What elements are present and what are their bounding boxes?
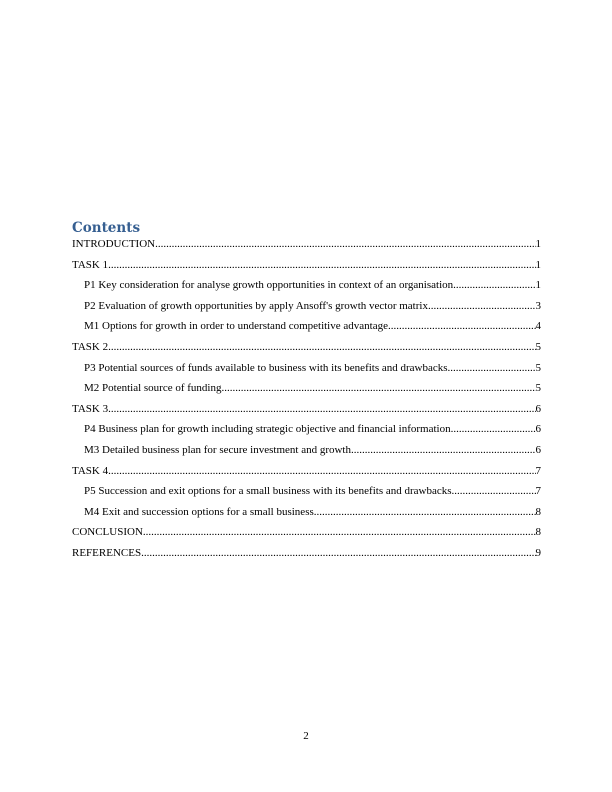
toc-entry-title: REFERENCES xyxy=(72,546,142,559)
toc-entry[interactable] xyxy=(72,465,541,477)
toc-entry[interactable] xyxy=(72,259,541,271)
toc-entry[interactable] xyxy=(72,279,541,291)
toc-entry-page: 5 xyxy=(535,382,541,395)
toc-entry[interactable] xyxy=(72,403,541,415)
table-of-contents xyxy=(72,219,541,568)
toc-dot-leader xyxy=(448,362,536,374)
toc-entry-title: M1 Options for growth in order to understand competitive advantage xyxy=(84,320,388,333)
toc-entry[interactable] xyxy=(72,423,541,435)
toc-entry-page: 7 xyxy=(535,485,541,498)
toc-entry-title: TASK 2 xyxy=(72,340,109,353)
toc-entry[interactable] xyxy=(72,506,541,518)
toc-entry-page: 8 xyxy=(535,505,541,518)
toc-dot-leader xyxy=(221,382,535,394)
toc-entry-page: 6 xyxy=(535,443,541,456)
toc-entry-title: P4 Business plan for growth including strategic objective and financial information xyxy=(84,423,451,436)
toc-entry[interactable] xyxy=(72,485,541,497)
toc-entry[interactable] xyxy=(72,362,541,374)
toc-entry-page: 7 xyxy=(535,464,541,477)
toc-entry[interactable] xyxy=(72,341,541,353)
toc-dot-leader xyxy=(428,300,536,312)
toc-entry-title: M3 Detailed business plan for secure investment and growth xyxy=(84,443,351,456)
toc-entry-page: 1 xyxy=(535,258,541,271)
toc-dot-leader xyxy=(108,465,535,477)
toc-entry-page: 1 xyxy=(535,238,541,250)
toc-entry-page: 4 xyxy=(535,320,541,333)
toc-entry-title: P2 Evaluation of growth opportunities by apply Ansoff's growth vector matrix xyxy=(84,299,428,312)
toc-entry-title: INTRODUCTION xyxy=(72,238,156,250)
toc-entry-page: 6 xyxy=(535,402,541,415)
toc-entry[interactable] xyxy=(72,238,541,250)
toc-entry-page: 6 xyxy=(535,423,541,436)
toc-dot-leader xyxy=(452,485,536,497)
toc-dot-leader xyxy=(451,423,536,435)
toc-entry[interactable] xyxy=(72,547,541,559)
toc-entry-title: TASK 4 xyxy=(72,464,109,477)
toc-entry[interactable] xyxy=(72,526,541,538)
toc-entry-title: P3 Potential sources of funds available to business with its benefits and drawbacks xyxy=(84,361,448,374)
toc-heading: Contents xyxy=(72,220,141,236)
toc-dot-leader xyxy=(388,320,536,332)
toc-entry-title: CONCLUSION xyxy=(72,526,143,539)
toc-entry-page: 1 xyxy=(535,279,541,292)
toc-dot-leader xyxy=(314,506,536,518)
toc-entry-title: M2 Potential source of funding xyxy=(84,382,222,395)
toc-entry[interactable] xyxy=(72,300,541,312)
toc-entry-page: 5 xyxy=(535,340,541,353)
toc-entry-page: 3 xyxy=(535,299,541,312)
toc-entry-title: P1 Key consideration for analyse growth opportunities in context of an organisation xyxy=(84,279,454,292)
toc-dot-leader xyxy=(141,547,535,559)
toc-dot-leader xyxy=(155,238,535,250)
toc-dot-leader xyxy=(351,444,536,456)
toc-entry-title: TASK 3 xyxy=(72,402,109,415)
toc-entry-title: M4 Exit and succession options for a small business xyxy=(84,505,314,518)
page-number: 2 xyxy=(303,730,309,742)
toc-dot-leader xyxy=(143,526,536,538)
toc-dot-leader xyxy=(453,279,535,291)
toc-entry-page: 8 xyxy=(535,526,541,539)
toc-dot-leader xyxy=(108,259,535,271)
toc-entry[interactable] xyxy=(72,444,541,456)
toc-entry[interactable] xyxy=(72,320,541,332)
toc-entry-title: P5 Succession and exit options for a small business with its benefits and drawbacks xyxy=(84,485,452,498)
toc-dot-leader xyxy=(108,403,535,415)
toc-entry[interactable] xyxy=(72,382,541,394)
toc-list xyxy=(72,238,541,559)
toc-entry-title: TASK 1 xyxy=(72,258,109,271)
toc-dot-leader xyxy=(108,341,535,353)
toc-entry-page: 9 xyxy=(535,546,541,559)
toc-entry-page: 5 xyxy=(535,361,541,374)
